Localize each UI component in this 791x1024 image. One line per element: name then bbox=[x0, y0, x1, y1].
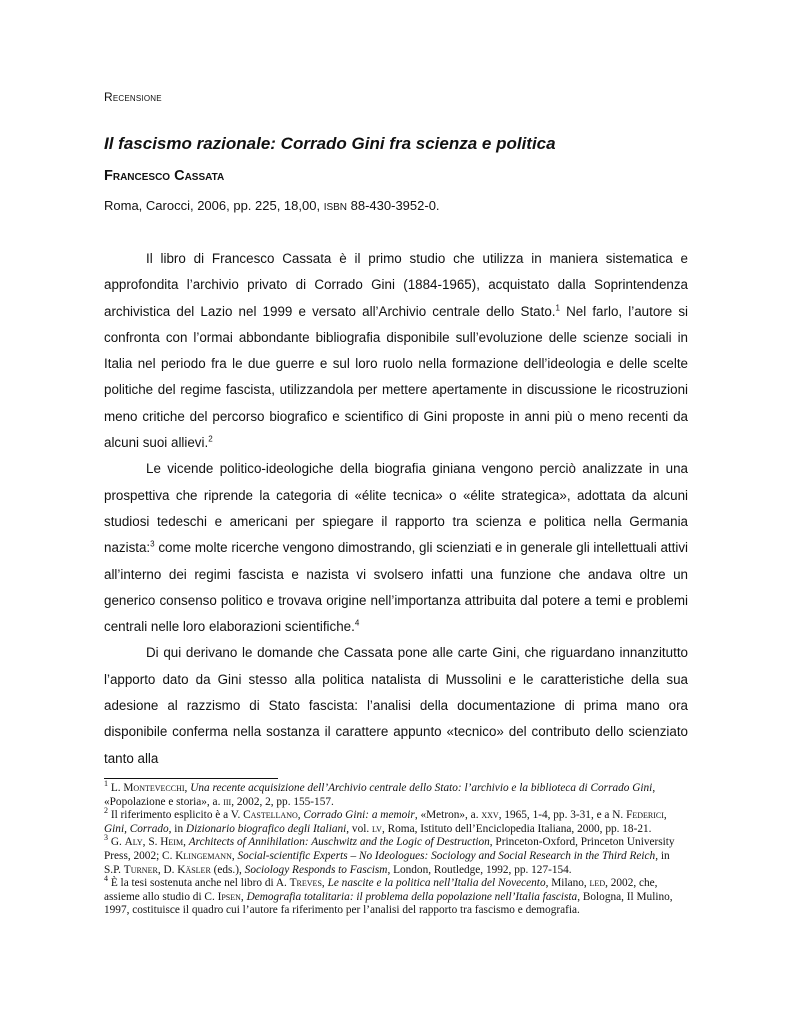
footnote-1: $^1$ L. Montevecchi, Una recente acquisizione dell’Archivio centrale dello Stato: l’archivio e la biblioteca di Corrado Gini, «Popolazione e storia», a. iii, 2002, 2, pp. 155-157. bbox=[104, 779, 656, 808]
isbn-label: ISBN bbox=[323, 202, 348, 213]
footnote-number: 4 bbox=[104, 874, 108, 884]
footnote-number: 2 bbox=[104, 806, 108, 816]
footnote-3: $^3$ G. Aly, S. Heim, Architects of Annihilation: Auschwitz and the Logic of Destruction, Princeton-Oxford, Princeton University Press, 2002; C. Klingemann, Social-scientific Experts – No Ideologues: Sociology and Social Research in the Third Reich, in S.P. Turner, D. Käsler (eds.), Sociology Responds to Fascism, London, Routledge, 1992, pp. 127-154. bbox=[104, 833, 675, 876]
footnote-number: 3 bbox=[104, 833, 108, 843]
footnote-4: $^4$ È la tesi sostenuta anche nel libro di A. Treves, Le nascite e la politica nell’Italia del Novecento, Milano, led, 2002, che, assieme allo studio di C. Ipsen, Demografia totalitaria: il problema della popolazione nell’Italia fascista, Bologna, Il Mulino, 1997, costituisce il quadro cui l’autore fa riferimento per l’analisi del rapporto tra fascismo e demografia. bbox=[104, 874, 673, 917]
footnote-number: 1 bbox=[104, 779, 108, 789]
section-label: Recensione bbox=[104, 90, 162, 104]
footnote-ref[interactable]: 3 bbox=[150, 539, 155, 549]
footnote-separator bbox=[104, 778, 278, 779]
review-author: Francesco Cassata bbox=[104, 168, 225, 184]
footnote-ref[interactable]: 1 bbox=[555, 303, 560, 313]
body-text bbox=[104, 246, 688, 772]
footnote-ref[interactable]: 2 bbox=[208, 434, 213, 444]
footnotes bbox=[104, 779, 688, 918]
review-title: Il fascismo razionale: Corrado Gini fra scienza e politica bbox=[104, 134, 556, 153]
paragraph: Di qui derivano le domande che Cassata pone alle carte Gini, che riguardano innanzitutto l’apporto dato da Gini stesso alla politica natalista di Mussolini e le caratteristiche della sua adesione al razzismo di Stato fascista: l’analisi della documentazione di prima mano ora disponibile conferma nella sostanza il carattere appunto «tecnico» del contributo dello scienziato tanto alla bbox=[104, 645, 688, 766]
publication-info bbox=[104, 198, 440, 213]
isbn-number: 88-430-3952-0. bbox=[347, 198, 440, 213]
footnote-2: $^2$ Il riferimento esplicito è a V. Castellano, Corrado Gini: a memoir, «Metron», a. xxv, 1965, 1-4, pp. 3-31, e a N. Federici, Gini, Corrado, in Dizionario biografico degli Italiani, vol. lv, Roma, Istituto dell’Enciclopedia Italiana, 2000, pp. 18-21. bbox=[104, 806, 667, 835]
pub-info-text: Roma, Carocci, 2006, pp. 225, 18,00, bbox=[104, 198, 324, 213]
footnote-ref[interactable]: 4 bbox=[354, 618, 360, 628]
paragraph: Le vicende politico-ideologiche della biografia giniana vengono perciò analizzate in una prospettiva che riprende la categoria di «élite tecnica» o «élite strategica», adottata da alcuni studiosi tedeschi e americani per spiegare il rapporto tra scienza e politica nella Germania nazista:$^3$ come molte ricerche vengono dimostrando, gli scienziati e in generale gli intellettuali attivi all’interno dei regimi fascista e nazista vi svolsero infatti una funzione che andava oltre un generico consenso politico e trovava origine nell’importanza attribuita dal potere a temi e problemi centrali nelle loro elaborazioni scientifiche.$^4$ bbox=[104, 461, 688, 635]
paragraph: Il libro di Francesco Cassata è il primo studio che utilizza in maniera sistematica e approfondita l’archivio privato di Corrado Gini (1884-1965), acquistato dalla Soprintendenza archivistica del Lazio nel 1999 e versato all’Archivio centrale dello Stato.$^1$ Nel farlo, l’autore si confronta con l’ormai abbondante bibliografia disponibile sull’evoluzione delle scienze sociali in Italia nel periodo fra le due guerre e sul loro ruolo nella formazione dell’ideologia e delle scelte politiche del regime fascista, utilizzandola per mettere apertamente in discussione le ricostruzioni meno critiche del percorso biografico e scientifico di Gini proposte in anni più o meno recenti da alcuni suoi allievi.$^2$ bbox=[104, 251, 688, 451]
